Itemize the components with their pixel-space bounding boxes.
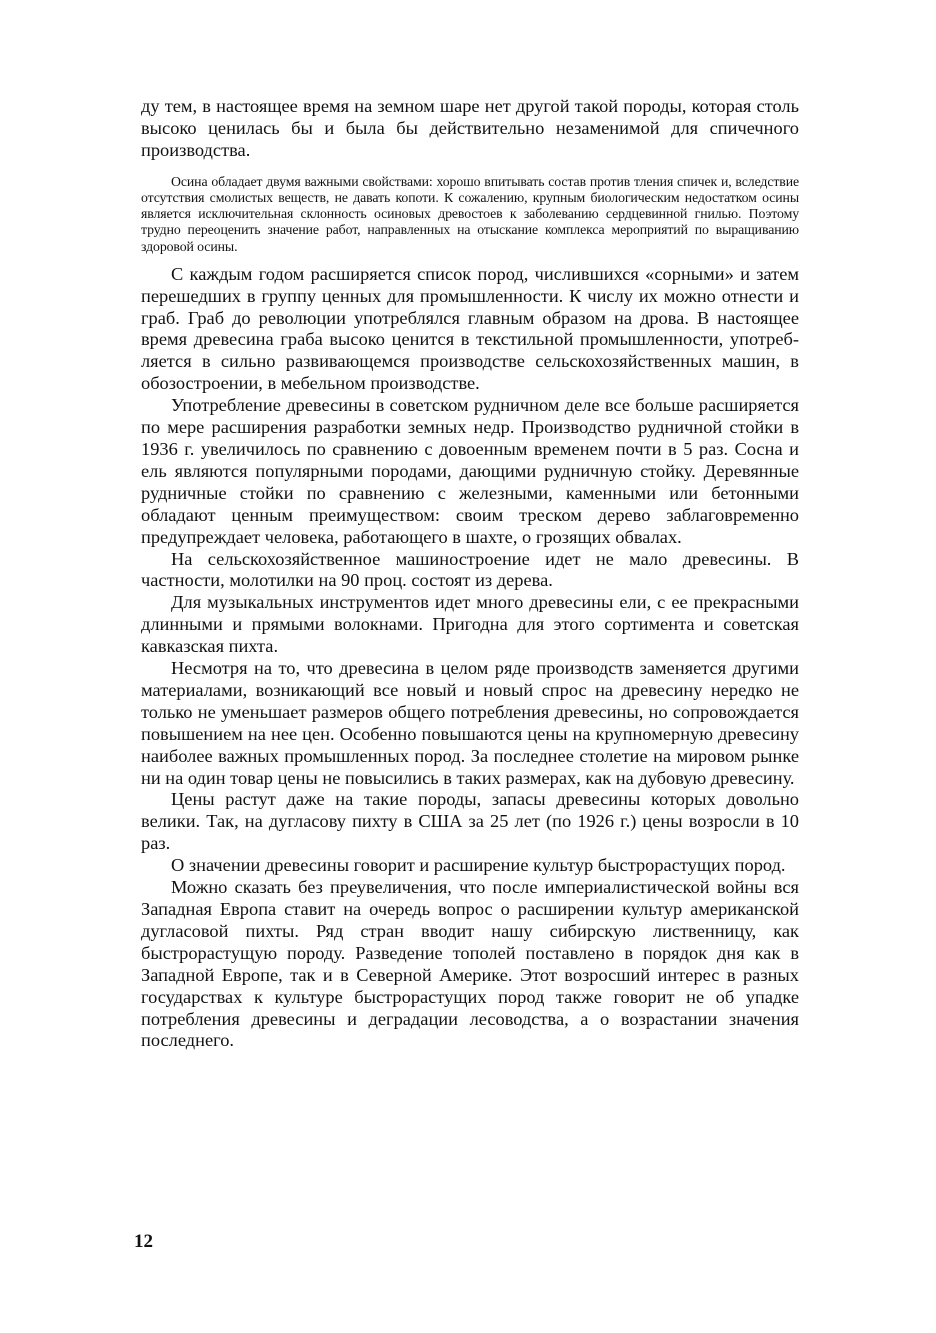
page-number: 12 [134,1231,153,1252]
paragraph-continued: ду тем, в настоящее время на земном шаре нет другой такой породы, которая столь высоко ценилась бы и была бы действительно незаменимой для спичечного производства. [141,96,799,160]
aspen-note: Осина обладает двумя важными свойствами: хорошо впитывать состав против тления спичек и, вследствие отсутствия смолистых веществ, не давать копоти. К сожалению, крупным биологическим недостатком осины является исключительная склонность осиновых древостоев к заболеванию сердцевинной гнилью. Поэтому трудно переоценить значение работ, направленных на отыскание комплекса мероприятий по выращиванию здоровой осины. [141,173,799,254]
paragraph-fast-growing: О значении древесины говорит и расширение культур быстрорастущих пород. [171,855,786,876]
paragraph-prices: Цены растут даже на такие породы, запасы древесины которых довольно велики. Так, на дугласову пихту в США за 25 лет (по 1926 г.) цены возросли в 10 раз. [141,789,799,854]
paragraph-weed-species: С каждым годом расширяется список пород, числившихся «сорными» и затем перешедших в группу ценных для промышленности. К числу их можно отнести и граб. Граб до революции употреблялся главным образом на дрова. В настоящее время древесина граба высоко ценится в текстильной промышленности, употребляется в сильно развивающемся производстве сельскохозяйственных машин, в обозостроении, в мебельном производстве. [141,263,799,394]
paragraph-agricultural-machinery: На сельскохозяйственное машиностроение идет не мало древесины. В частности, молотилки на 90 проц. состоят из дерева. [141,548,799,591]
paragraph-demand: Несмотря на то, что древесина в целом ряде производств заменяется другими материалами, возникающий все новый и новый спрос на древесину нередко не только не уменьшает размеров общего потребления древесины, но сопровождается повышением на нее цен. Особенно повышаются цены на крупномерную древесину наиболее важных промышленных пород. За последнее столетие на мировом рынке ни на один товар цены не повысились в таких размерах, как на дубовую древесину. [141,658,799,788]
paragraph-musical-instruments: Для музыкальных инструментов идет много древесины ели, с ее прекрасными длинными и прямыми волокнами. Пригодна для этого сортимента и советская кавказская пихта. [141,592,799,657]
paragraph-europe: Можно сказать без преувеличения, что после империалистической войны вся Западная Европа ставит на очередь вопрос о расширении культур американской дугласовой пихты. Ряд стран вводит нашу сибирскую лиственницу, как быстрорастущую породу. Разведение тополей поставлено в порядок дня как в Западной Европе, так и в Северной Америке. Этот возросший интерес в разных государствах к культуре быстрорастущих пород также говорит не об упадке потребления древесины и деградации лесоводства, а о возрастании значения последнего. [141,877,799,1051]
paragraph-mining: Употребление древесины в советском рудничном деле все больше расширяется по мере расширения разработки земных недр. Производство рудничной стойки в 1936 г. увеличилось по сравнению с довоенным временем почти в 5 раз. Сосна и ель являются популярными породами, дающими рудничную стойку. Деревянные рудничные стойки по сравнению с железными, каменными или бетонными обладают ценным преимуществом: своим треском дерево заблаговременно предупреждает человека, работающего в шахте, о грозящих обвалах. [141,395,799,547]
page-body [141,96,799,1052]
